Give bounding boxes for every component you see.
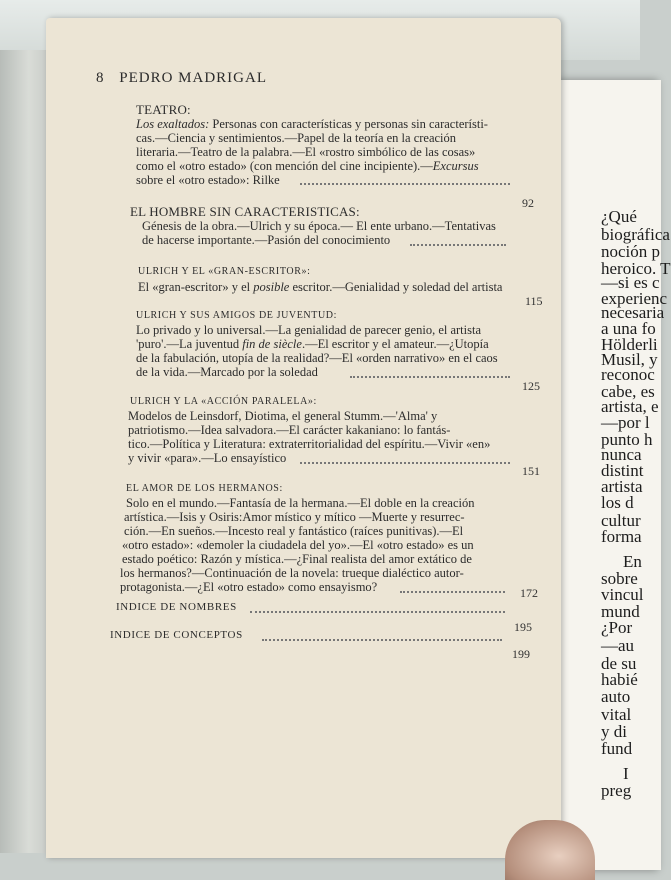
toc-section-title: TEATRO: — [136, 102, 191, 117]
right-page — [561, 80, 671, 870]
right-page-text-line: I — [623, 764, 629, 783]
toc-line: ción.—En sueños.—Incesto real y fantástico (raíces punitivas).—El — [124, 524, 464, 538]
right-page-text-line: heroico. T — [601, 259, 671, 278]
toc-page-number: 115 — [525, 294, 543, 308]
right-page-text-line: Musil, y — [601, 350, 658, 369]
toc-line: Solo en el mundo.—Fantasía de la hermana.—El doble en la creación — [126, 496, 475, 510]
toc-section-title: EL HOMBRE SIN CARACTERISTICAS: — [130, 204, 360, 219]
right-page-text-line: experienc — [601, 289, 668, 308]
toc-line: patriotismo.—Idea salvadora.—El carácter kakaniano: lo fantás- — [128, 423, 451, 437]
right-page-text-line: a una fo — [601, 319, 656, 338]
page-number: 8 — [96, 70, 105, 86]
toc-line: los hermanos?—Continuación de la novela: trueque dialéctico autor- — [120, 566, 464, 580]
toc-line: literaria.—Teatro de la palabra.—El «rostro simbólico de las cosas» — [136, 145, 476, 159]
toc-line: como el «otro estado» (con mención del cine incipiente).—Excursus — [136, 159, 479, 173]
right-page-text-line: habié — [601, 670, 638, 689]
right-page-text-line: y di — [601, 722, 627, 741]
background-edge — [0, 50, 48, 853]
toc-line: estado poético: Razón y mística.—¿Final realista del amor extático de — [122, 552, 472, 566]
leader-dots — [350, 376, 510, 378]
right-page-text-line: reconoc — [601, 365, 655, 384]
toc-line: Los exaltados: Personas con características y personas sin característi- — [136, 117, 488, 131]
leader-dots — [300, 462, 510, 464]
leader-dots — [300, 183, 510, 185]
toc-line: de la vida.—Marcado por la soledad — [136, 365, 318, 379]
toc-line: El «gran-escritor» y el posible escritor.—Genialidad y soledad del artista — [138, 280, 503, 294]
index-concepts-label: INDICE DE CONCEPTOS — [110, 629, 243, 641]
right-page-text-line: cabe, es — [601, 382, 655, 401]
right-page-text-line: Hölderli — [601, 335, 658, 354]
right-page-text-line: En — [623, 552, 642, 571]
toc-section-title: EL AMOR DE LOS HERMANOS: — [126, 483, 283, 494]
leader-dots — [262, 639, 502, 641]
index-page-number: 199 — [512, 647, 530, 661]
toc-page-number: 151 — [522, 464, 540, 478]
toc-section-title: ULRICH Y LA «ACCIÓN PARALELA»: — [130, 396, 317, 407]
right-page-text-line: —au — [601, 636, 635, 655]
toc-line: protagonista.—¿El «otro estado» como ensayismo? — [120, 580, 378, 594]
toc-page-number: 92 — [522, 196, 534, 210]
right-page-text-line: —si es c — [601, 273, 660, 292]
right-page-text-line: noción p — [601, 242, 661, 261]
toc-line: artística.—Isis y Osiris:Amor místico y mítico —Muerte y resurrec- — [124, 510, 465, 524]
index-names-label: INDICE DE NOMBRES — [116, 601, 237, 613]
right-page-text-line: auto — [601, 687, 631, 706]
toc-line: y vivir «para».—Lo ensayístico — [128, 451, 287, 465]
right-page-text-line: distint — [601, 461, 644, 480]
right-page-text-line: artista — [601, 477, 643, 496]
toc-section-title: ULRICH Y SUS AMIGOS DE JUVENTUD: — [136, 310, 337, 321]
right-page-text-line: cultur — [601, 511, 641, 530]
toc-line: 'puro'.—La juventud fin de siècle.—El escritor y el amateur.—¿Utopía — [136, 337, 489, 351]
right-page-text-line: preg — [601, 781, 632, 800]
toc-line: «otro estado»: «demoler la ciudadela del yo».—El «otro estado» es un — [122, 538, 474, 552]
running-author: PEDRO MADRIGAL — [119, 70, 268, 86]
toc-section-title: ULRICH Y EL «GRAN-ESCRITOR»: — [138, 266, 311, 277]
right-page-text-line: ¿Qué — [601, 207, 637, 226]
right-page-text-line: de su — [601, 654, 637, 673]
index-page-number: 195 — [514, 620, 532, 634]
leader-dots — [410, 244, 506, 246]
right-page-text-line: biográfica — [601, 225, 670, 244]
leader-dots — [250, 611, 505, 613]
right-page-text-line: artista, e — [601, 397, 659, 416]
right-page-text-line: vital — [601, 705, 632, 724]
right-page-text-line: —por l — [601, 413, 650, 432]
toc-line: cas.—Ciencia y sentimientos.—Papel de la teoría en la creación — [136, 131, 457, 145]
toc-line: Lo privado y lo universal.—La genialidad de parecer genio, el artista — [136, 323, 482, 337]
toc-line: Génesis de la obra.—Ulrich y su época.— El ente urbano.—Tentativas — [142, 219, 496, 233]
page-header — [96, 70, 267, 87]
toc-page-number: 125 — [522, 379, 540, 393]
right-page-text-line: forma — [601, 527, 642, 546]
toc-line: Modelos de Leinsdorf, Diotima, el general Stumm.—'Alma' y — [128, 409, 438, 423]
right-page-text-line: punto h — [601, 430, 653, 449]
toc-line: de la fabulación, utopía de la realidad?—El «orden narrativo» en el caos — [136, 351, 498, 365]
right-page-text-line: necesaria — [601, 303, 665, 322]
toc-line: tico.—Política y Literatura: extraterritorialidad del espíritu.—Vivir «en» — [128, 437, 491, 451]
right-page-text-line: los d — [601, 493, 634, 512]
right-page-text-line: ¿Por — [601, 618, 633, 637]
leader-dots — [400, 591, 505, 593]
right-page-text-line: nunca — [601, 445, 642, 464]
right-page-text-line: vincul — [601, 585, 644, 604]
right-page-text-line: mund — [601, 602, 640, 621]
toc-line: sobre el «otro estado»: Rilke — [136, 173, 280, 187]
toc-page-number: 172 — [520, 586, 538, 600]
toc-line: de hacerse importante.—Pasión del conocimiento — [142, 233, 391, 247]
right-page-text-line: sobre — [601, 569, 638, 588]
right-page-text-line: fund — [601, 739, 633, 758]
